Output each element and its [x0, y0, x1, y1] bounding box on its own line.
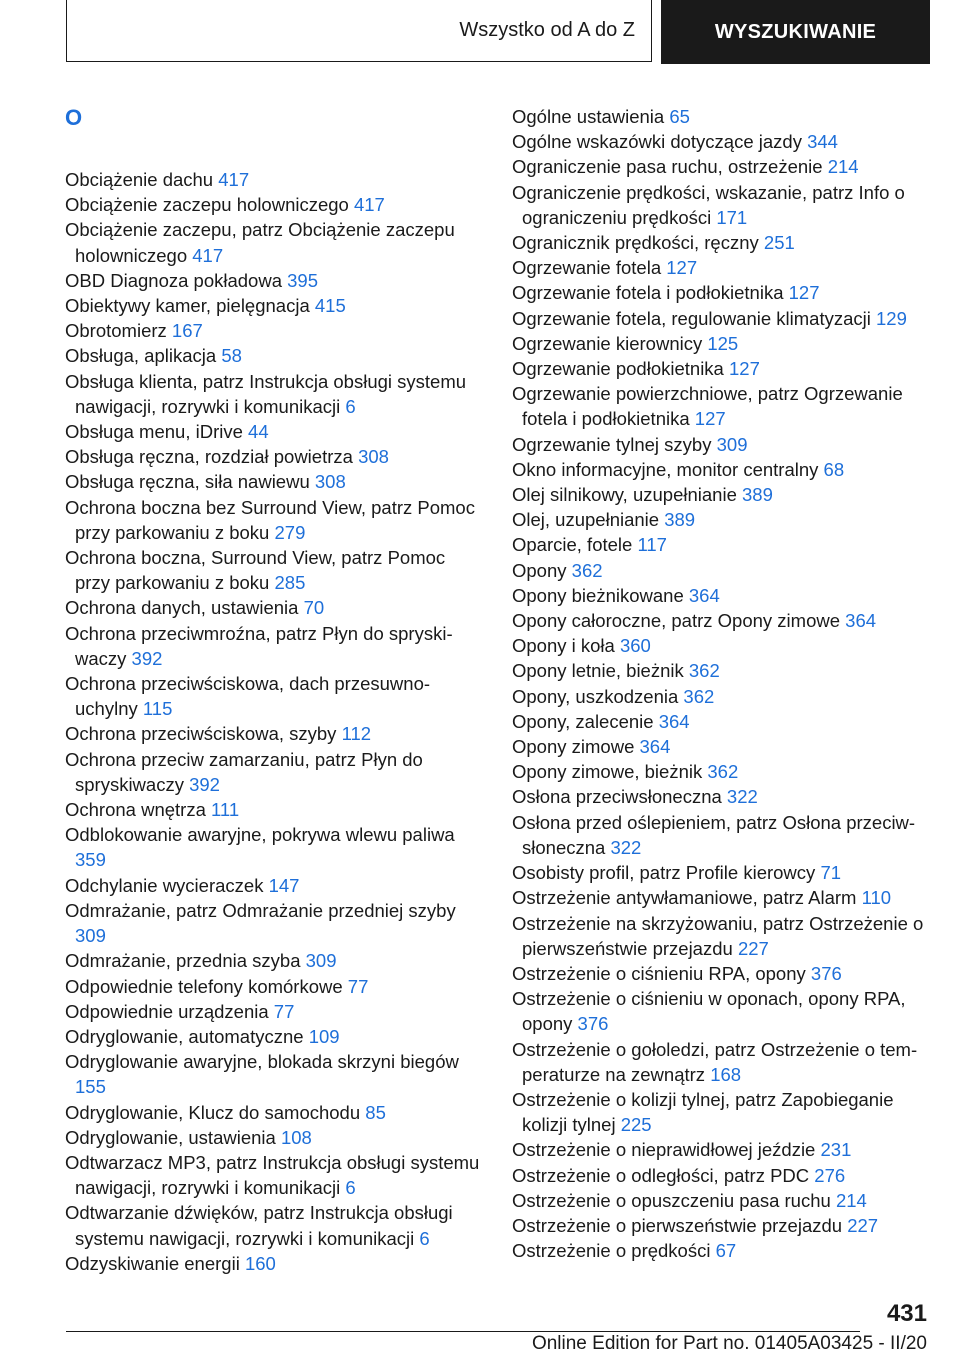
index-entry	[512, 810, 932, 860]
index-entry	[65, 797, 485, 822]
index-entry	[65, 1049, 485, 1099]
index-entry-page-link[interactable]: 359	[75, 849, 106, 871]
index-entry-page-link[interactable]: 155	[75, 1076, 106, 1098]
index-entry-text: Ostrzeżenie antywłamaniowe, patrz Alarm	[512, 887, 857, 909]
index-entry	[65, 318, 485, 343]
index-entry-text: Ogrzewanie tylnej szyby	[512, 433, 712, 455]
index-entry	[65, 873, 485, 898]
index-entry-text: Ostrzeżenie o prędkości	[512, 1240, 711, 1262]
index-entry	[65, 999, 485, 1024]
index-entry-page-link[interactable]: 125	[707, 332, 739, 354]
index-entry	[512, 331, 932, 356]
index-entry-page-link[interactable]: 115	[142, 698, 173, 720]
index-entry-text: Ogólne wskazówki dotyczące jazdy	[512, 131, 802, 153]
index-entry-page-link[interactable]: 6	[345, 1177, 356, 1199]
index-entry	[512, 558, 932, 583]
index-entry-text: Osobisty profil, patrz Profile kierowcy	[512, 862, 816, 884]
index-entry-text: Ochrona przeciwmroźna, patrz Płyn do spryskiwaczy	[65, 622, 453, 669]
index-entry-text: Ochrona boczna, Surround View, patrz Pomoc przy parkowaniu z boku	[65, 547, 446, 594]
index-entry-text: Osłona przed oślepieniem, patrz Osłona przeciwsłoneczna	[512, 811, 916, 858]
index-list-right	[512, 104, 932, 1263]
index-entry-text: Ogrzewanie fotela i podłokietnika	[512, 282, 784, 304]
index-entry	[512, 1188, 932, 1213]
index-entry-page-link[interactable]: 344	[807, 131, 838, 153]
index-entry-text: Opony letnie, bieżnik	[512, 660, 684, 682]
index-entry	[65, 721, 485, 746]
index-entry-text: Obsługa menu, iDrive	[65, 421, 243, 443]
index-entry-page-link[interactable]: 127	[788, 282, 820, 304]
index-entry-text: Ogrzewanie powierzchniowe, patrz Ogrzewanie fotela i podłokietnika	[512, 383, 903, 430]
index-entry-text: Odryglowanie awaryjne, blokada skrzyni biegów	[65, 1051, 459, 1073]
index-entry-page-link[interactable]: 71	[820, 862, 842, 884]
index-entry-text: Obrotomierz	[65, 320, 167, 342]
index-entry-text: Ochrona przeciwściskowa, dach przesuwnouchylny	[65, 673, 431, 720]
index-entry	[512, 356, 932, 381]
index-entry	[65, 293, 485, 318]
index-entry-text: Ogrzewanie kierownicy	[512, 332, 703, 354]
index-entry-page-link[interactable]: 364	[658, 710, 690, 732]
index-entry	[65, 747, 485, 797]
index-entry-text: Obsługa ręczna, rozdział powietrza	[65, 446, 353, 468]
index-entry-text: Odryglowanie, automatyczne	[65, 1025, 304, 1047]
index-entry	[65, 898, 485, 948]
index-entry	[512, 129, 932, 154]
index-entry-text: Odtwarzacz MP3, patrz Instrukcja obsługi systemu nawigacji, rozrywki i komunikacji	[65, 1151, 480, 1199]
index-entry-text: Odzyskiwanie energii	[65, 1252, 240, 1274]
index-entry-page-link[interactable]: 6	[345, 395, 356, 417]
index-entry-text: Olej, uzupełnianie	[512, 509, 660, 531]
index-entry	[512, 759, 932, 784]
index-entry	[512, 961, 932, 986]
index-entry-page-link[interactable]: 309	[305, 950, 337, 972]
index-entry-page-link[interactable]: 112	[341, 723, 372, 745]
index-entry-page-link[interactable]: 362	[683, 685, 715, 707]
index-entry-text: Odchylanie wycieraczek	[65, 874, 264, 896]
index-list-left	[65, 167, 485, 1276]
index-entry	[65, 1150, 485, 1200]
index-entry-page-link[interactable]: 214	[827, 156, 859, 178]
index-entry-page-link[interactable]: 111	[211, 799, 240, 821]
index-entry	[512, 709, 932, 734]
index-entry-page-link[interactable]: 108	[280, 1126, 312, 1148]
index-entry-page-link[interactable]: 417	[218, 169, 250, 190]
index-entry	[512, 230, 932, 255]
index-entry-text: Odblokowanie awaryjne, pokrywa wlewu paliwa	[65, 824, 455, 846]
index-entry-text: Ograniczenie pasa ruchu, ostrzeżenie	[512, 156, 823, 178]
index-entry	[65, 1200, 485, 1250]
tab-section[interactable]: Wszystko od A do Z	[66, 0, 652, 62]
index-entry	[512, 255, 932, 280]
index-entry	[65, 495, 485, 545]
index-entry-page-link[interactable]: 109	[308, 1025, 340, 1047]
index-entry	[512, 784, 932, 809]
index-entry-text: Odmrażanie, przednia szyba	[65, 950, 301, 972]
index-entry-page-link[interactable]: 389	[664, 509, 696, 531]
index-entry-page-link[interactable]: 362	[688, 660, 720, 682]
index-entry-page-link[interactable]: 279	[274, 521, 306, 543]
index-entry	[65, 167, 485, 192]
index-entry-page-link[interactable]: 68	[823, 458, 845, 480]
index-entry-page-link[interactable]: 147	[268, 874, 300, 896]
index-entry-page-link[interactable]: 129	[876, 307, 907, 329]
index-entry	[512, 432, 932, 457]
index-entry	[512, 608, 932, 633]
index-entry-page-link[interactable]: 389	[742, 484, 773, 506]
footer-divider	[66, 1331, 860, 1332]
index-entry	[65, 268, 485, 293]
index-entry-page-link[interactable]: 127	[729, 358, 760, 380]
index-entry-text: Odtwarzanie dźwięków, patrz Instrukcja obsługi systemu nawigacji, rozrywki i komunikacji	[65, 1202, 453, 1249]
index-entry-text: Opony zimowe, bieżnik	[512, 761, 703, 783]
index-entry	[512, 658, 932, 683]
index-entry	[65, 192, 485, 217]
index-entry-text: Odpowiednie telefony komórkowe	[65, 975, 343, 997]
index-entry	[512, 507, 932, 532]
index-entry-text: Ogólne ustawienia	[512, 106, 665, 127]
index-entry-text: Opony, zalecenie	[512, 710, 654, 732]
index-entry	[512, 860, 932, 885]
index-entry	[65, 444, 485, 469]
index-entry	[65, 369, 485, 419]
index-entry-text: Odryglowanie, ustawienia	[65, 1126, 276, 1148]
index-entry-text: Opony zimowe	[512, 736, 635, 758]
index-entry-text: Odmrażanie, patrz Odmrażanie przedniej szyby	[65, 899, 456, 921]
index-entry-page-link[interactable]: 376	[810, 962, 842, 984]
index-entry-page-link[interactable]: 6	[419, 1227, 430, 1249]
index-entry-text: Obsługa, aplikacja	[65, 345, 217, 367]
index-entry-text: Odpowiednie urządzenia	[65, 1000, 269, 1022]
index-entry-page-link[interactable]: 85	[365, 1101, 386, 1123]
index-entry-text: Olej silnikowy, uzupełnianie	[512, 484, 737, 506]
index-entry-page-link[interactable]: 227	[737, 937, 769, 959]
tab-search[interactable]: WYSZUKIWANIE	[661, 0, 930, 64]
header-tabs	[66, 0, 930, 64]
index-entry	[65, 621, 485, 671]
index-entry-page-link[interactable]: 308	[314, 471, 346, 493]
index-entry	[65, 1100, 485, 1125]
index-entry-page-link[interactable]: 77	[273, 1000, 295, 1022]
footer-edition: Online Edition for Part no. 01405A03425 - II/20	[531, 1333, 927, 1354]
index-entry	[65, 671, 485, 721]
index-entry-text: Obciążenie zaczepu, patrz Obciążenie zaczepu holowniczego	[65, 219, 455, 266]
index-entry-page-link[interactable]: 44	[248, 421, 269, 443]
index-entry-text: Ochrona przeciwściskowa, szyby	[65, 723, 337, 745]
index-entry	[65, 1251, 485, 1276]
index-entry-text: Obciążenie zaczepu holowniczego	[65, 194, 349, 216]
index-entry-page-link[interactable]: 417	[353, 194, 385, 216]
index-entry	[512, 684, 932, 709]
index-entry-text: Ogrzewanie podłokietnika	[512, 358, 724, 380]
index-entry-text: Ostrzeżenie o ciśnieniu RPA, opony	[512, 962, 806, 984]
index-entry-page-link[interactable]: 160	[244, 1252, 276, 1274]
index-entry-page-link[interactable]: 117	[637, 534, 667, 556]
index-entry	[512, 457, 932, 482]
index-entry	[65, 343, 485, 368]
index-entry-text: Ochrona danych, ustawienia	[65, 597, 299, 619]
index-entry-text: Ostrzeżenie o nieprawidłowej jeździe	[512, 1139, 816, 1161]
index-entry	[512, 986, 932, 1036]
index-letter-heading: O	[65, 105, 83, 130]
index-entry-text: Opony	[512, 559, 567, 581]
index-entry-page-link[interactable]: 127	[694, 408, 726, 430]
index-entry-page-link[interactable]: 364	[639, 736, 671, 758]
index-entry-text: Ograniczenie prędkości, wskazanie, patrz Info o ograniczeniu prędkości	[512, 181, 905, 228]
index-entry	[65, 974, 485, 999]
index-entry-text: Osłona przeciwsłoneczna	[512, 786, 722, 808]
index-entry	[512, 532, 932, 557]
index-entry	[512, 306, 932, 331]
index-entry-text: Ogrzewanie fotela	[512, 257, 662, 279]
index-entry	[65, 469, 485, 494]
index-entry-page-link[interactable]: 364	[845, 610, 877, 632]
index-entry-page-link[interactable]: 214	[835, 1189, 867, 1211]
index-entry-text: Ogrzewanie fotela, regulowanie klimatyzacji	[512, 307, 871, 329]
index-entry-text: Opony całoroczne, patrz Opony zimowe	[512, 610, 841, 632]
index-entry	[65, 822, 485, 872]
index-entry	[512, 734, 932, 759]
index-entry-page-link[interactable]: 362	[707, 761, 739, 783]
index-entry-text: Ochrona przeciw zamarzaniu, patrz Płyn do spryskiwaczy	[65, 748, 423, 795]
index-entry-text: Obiektywy kamer, pielęgnacja	[65, 295, 310, 317]
index-entry-text: Obsługa ręczna, siła nawiewu	[65, 471, 310, 493]
index-entry	[512, 381, 932, 431]
index-entry	[512, 633, 932, 658]
index-entry	[512, 1213, 932, 1238]
index-entry	[65, 419, 485, 444]
index-entry-page-link[interactable]: 227	[847, 1214, 879, 1236]
index-entry-text: Opony, uszkodzenia	[512, 685, 679, 707]
index-entry-page-link[interactable]: 362	[571, 559, 603, 581]
index-entry-text: Ochrona wnętrza	[65, 799, 206, 821]
index-entry-text: Ostrzeżenie o ciśnieniu w oponach, opony RPA, opony	[512, 988, 906, 1035]
index-entry-page-link[interactable]: 231	[820, 1139, 852, 1161]
index-entry-text: Ochrona boczna bez Surround View, patrz Pomoc przy parkowaniu z boku	[65, 496, 475, 543]
index-entry	[512, 104, 932, 129]
index-entry-page-link[interactable]: 171	[716, 206, 748, 228]
index-entry	[65, 1125, 485, 1150]
index-entry-page-link[interactable]: 376	[577, 1013, 609, 1035]
index-entry-page-link[interactable]: 70	[303, 597, 325, 619]
index-entry-page-link[interactable]: 360	[619, 635, 651, 657]
index-entry-text: Ostrzeżenie o pierwszeństwie przejazdu	[512, 1214, 843, 1236]
index-entry-page-link[interactable]: 308	[358, 446, 389, 468]
index-entry-text: Ostrzeżenie na skrzyżowaniu, patrz Ostrzeżenie o pierwszeństwie przejazdu	[512, 912, 924, 959]
index-entry-page-link[interactable]: 67	[715, 1240, 737, 1262]
index-entry-page-link[interactable]: 322	[610, 836, 642, 858]
index-entry-text: Obsługa klienta, patrz Instrukcja obsługi systemu nawigacji, rozrywki i komunikacji	[65, 370, 467, 417]
index-column-right	[512, 104, 932, 1263]
index-entry-page-link[interactable]: 65	[669, 106, 690, 127]
index-entry-text: Opony bieżnikowane	[512, 584, 684, 606]
index-entry-text: Ostrzeżenie o odległości, patrz PDC	[512, 1164, 810, 1186]
index-entry	[512, 1163, 932, 1188]
index-column-left	[65, 103, 485, 1276]
index-entry	[512, 885, 932, 910]
index-entry-page-link[interactable]: 322	[726, 786, 758, 808]
index-entry-page-link[interactable]: 276	[814, 1164, 846, 1186]
index-entry-page-link[interactable]: 392	[189, 773, 220, 795]
index-entry-page-link[interactable]: 225	[620, 1114, 652, 1136]
index-entry	[512, 280, 932, 305]
index-entry-page-link[interactable]: 58	[221, 345, 242, 367]
index-entry-page-link[interactable]: 168	[710, 1063, 742, 1085]
index-entry-page-link[interactable]: 364	[688, 584, 720, 606]
index-entry-text: Opony i koła	[512, 635, 615, 657]
index-entry-text: Ostrzeżenie o opuszczeniu pasa ruchu	[512, 1189, 831, 1211]
index-entry	[65, 1024, 485, 1049]
index-entry-text: Oparcie, fotele	[512, 534, 633, 556]
index-entry-page-link[interactable]: 309	[75, 925, 106, 947]
index-entry-text: OBD Diagnoza pokładowa	[65, 269, 282, 291]
index-entry	[65, 595, 485, 620]
index-entry	[512, 1137, 932, 1162]
index-entry-page-link[interactable]: 110	[861, 887, 892, 909]
index-entry	[65, 217, 485, 267]
index-entry-page-link[interactable]: 417	[192, 244, 224, 266]
index-entry	[65, 545, 485, 595]
page-number: 431	[886, 1300, 927, 1327]
index-entry-page-link[interactable]: 77	[347, 975, 369, 997]
index-entry-text: Ostrzeżenie o kolizji tylnej, patrz Zapobieganie kolizji tylnej	[512, 1088, 894, 1136]
index-entry-text: Okno informacyjne, monitor centralny	[512, 458, 819, 480]
index-entry	[512, 911, 932, 961]
index-entry-page-link[interactable]: 415	[314, 295, 346, 317]
index-entry-text: Obciążenie dachu	[65, 169, 214, 190]
index-entry	[512, 1037, 932, 1087]
index-entry	[512, 154, 932, 179]
index-entry	[512, 482, 932, 507]
index-entry-text: Ostrzeżenie o gołoledzi, patrz Ostrzeżenie o temperaturze na zewnątrz	[512, 1038, 918, 1085]
index-entry-page-link[interactable]: 395	[287, 269, 319, 291]
index-entry	[512, 180, 932, 230]
index-entry-page-link[interactable]: 392	[131, 647, 163, 669]
index-entry-page-link[interactable]: 285	[274, 572, 306, 594]
index-entry-page-link[interactable]: 127	[666, 257, 698, 279]
index-entry	[512, 1087, 932, 1137]
index-entry	[512, 1238, 932, 1263]
index-entry	[65, 948, 485, 973]
index-entry-page-link[interactable]: 309	[716, 433, 748, 455]
index-entry-page-link[interactable]: 251	[763, 232, 795, 254]
index-entry-text: Ogranicznik prędkości, ręczny	[512, 232, 759, 254]
index-entry-page-link[interactable]: 167	[171, 320, 203, 342]
index-entry	[512, 583, 932, 608]
index-entry-text: Odryglowanie, Klucz do samochodu	[65, 1101, 361, 1123]
